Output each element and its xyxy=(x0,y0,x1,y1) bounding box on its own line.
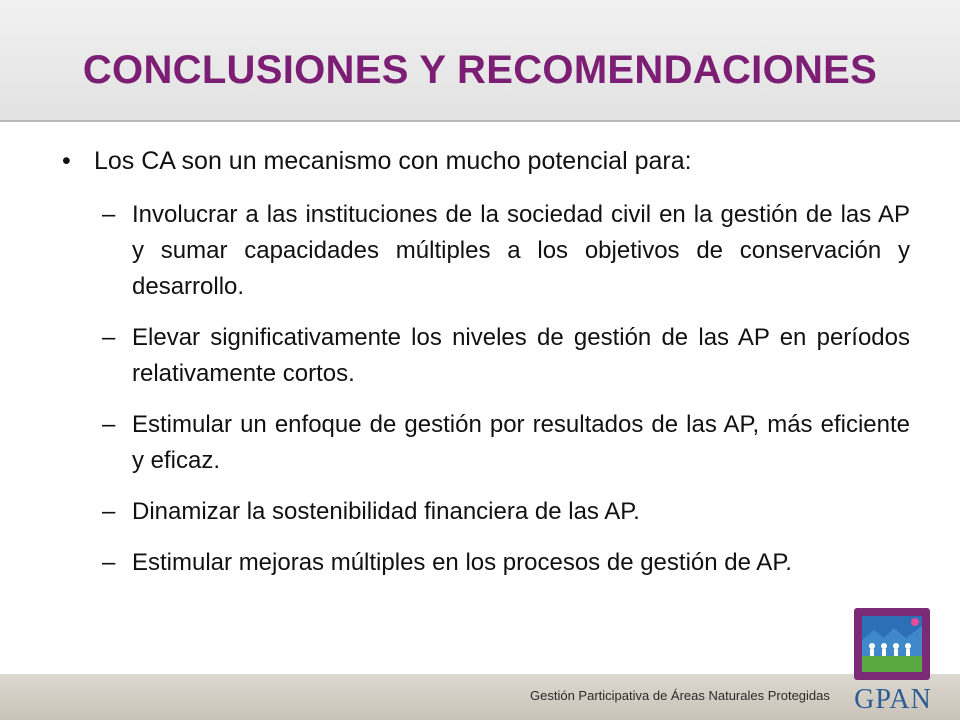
dash-icon: – xyxy=(102,201,116,228)
bullet-dot-icon: • xyxy=(62,147,71,175)
dash-icon: – xyxy=(102,498,116,525)
footer-text: Gestión Participativa de Áreas Naturales Protegidas xyxy=(530,688,830,703)
dash-icon: – xyxy=(102,411,116,438)
main-bullet-text: Los CA son un mecanismo con mucho potencial para: xyxy=(94,147,692,175)
sub-bullet-text: Dinamizar la sostenibilidad financiera de las AP. xyxy=(132,498,640,525)
logo-landscape-icon xyxy=(862,616,922,672)
sub-bullet-text: Estimular mejoras múltiples en los procesos de gestión de AP. xyxy=(132,549,792,576)
sub-bullet-list xyxy=(102,197,910,581)
sub-bullet xyxy=(102,197,910,305)
dash-icon: – xyxy=(102,549,116,576)
sub-bullet xyxy=(102,545,910,581)
slide-content xyxy=(62,144,910,596)
sub-bullet xyxy=(102,494,910,530)
sub-bullet xyxy=(102,320,910,392)
sub-bullet xyxy=(102,407,910,479)
dash-icon: – xyxy=(102,324,116,351)
logo-emblem-icon xyxy=(862,616,922,672)
logo-text: GPAN xyxy=(854,684,932,715)
sub-bullet-text: Estimular un enfoque de gestión por resultados de las AP, más eficiente y eficaz. xyxy=(132,411,910,474)
gpan-logo xyxy=(848,604,938,716)
slide-title: CONCLUSIONES Y RECOMENDACIONES xyxy=(82,48,878,92)
logo-frame xyxy=(854,608,930,680)
title-band xyxy=(0,0,960,122)
sub-bullet-text: Elevar significativamente los niveles de gestión de las AP en períodos relativamente cortos. xyxy=(132,324,910,387)
sub-bullet-text: Involucrar a las instituciones de la sociedad civil en la gestión de las AP y sumar capacidades múltiples a los objetivos de conservación y desarrollo. xyxy=(132,201,910,300)
main-bullet xyxy=(62,144,910,178)
